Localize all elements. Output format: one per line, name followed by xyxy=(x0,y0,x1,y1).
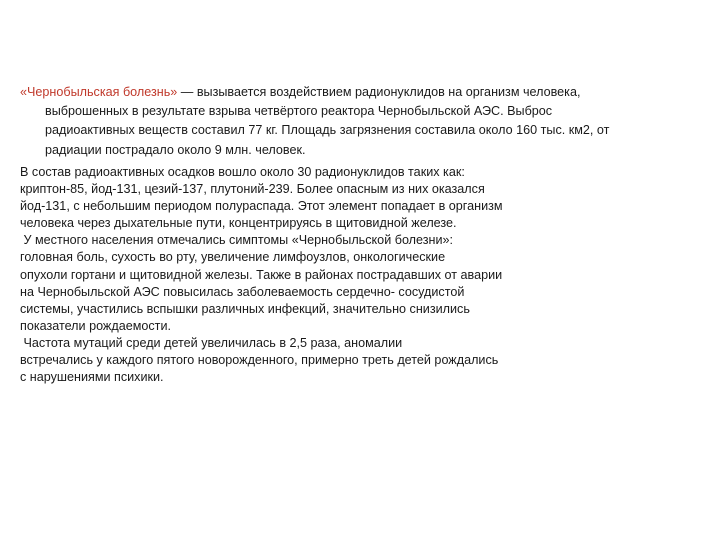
intro-line-1-text: — вызывается воздействием радионуклидов на организм человека, xyxy=(177,85,581,99)
details-line: опухоли гортани и щитовидной железы. Также в районах пострадавших от аварии xyxy=(20,267,503,282)
details-line: встречались у каждого пятого новорожденного, примерно треть детей рождались xyxy=(20,353,499,368)
details-line: системы, участились вспышки различных инфекций, значительно снизились xyxy=(20,301,470,316)
details-line: с нарушениями психики. xyxy=(20,370,164,385)
details-line: криптон-85, йод-131, цезий-137, плутоний-239. Более опасным из них оказался xyxy=(20,182,485,197)
details-line: головная боль, сухость во рту, увеличение лимфоузлов, онкологические xyxy=(20,250,446,265)
intro-line: выброшенных в результате взрыва четвёртого реактора Чернобыльской АЭС. Выброс xyxy=(45,104,553,119)
details-line: В состав радиоактивных осадков вошло около 30 радионуклидов таких как: xyxy=(20,165,465,179)
disease-term: «Чернобыльская болезнь» xyxy=(20,85,178,99)
intro-line-1 xyxy=(20,83,710,102)
details-paragraph xyxy=(20,164,620,386)
details-line: человека через дыхательные пути, концентрируясь в щитовидной железе. xyxy=(20,216,457,231)
details-line: показатели рождаемости. xyxy=(20,318,171,333)
details-line: Частота мутаций среди детей увеличилась в 2,5 раза, аномалии xyxy=(20,335,403,350)
details-line: на Чернобыльской АЭС повысилась заболеваемость сердечно- сосудистой xyxy=(20,284,465,299)
intro-line: радиоактивных веществ составил 77 кг. Площадь загрязнения составила около 160 тыс. км2, от xyxy=(45,123,610,138)
details-line: У местного населения отмечались симптомы «Чернобыльской болезни»: xyxy=(20,233,454,248)
intro-line: радиации пострадало около 9 млн. человек. xyxy=(45,142,306,157)
intro-paragraph xyxy=(20,83,710,160)
details-line: йод-131, с небольшим периодом полураспада. Этот элемент попадает в организм xyxy=(20,199,503,214)
